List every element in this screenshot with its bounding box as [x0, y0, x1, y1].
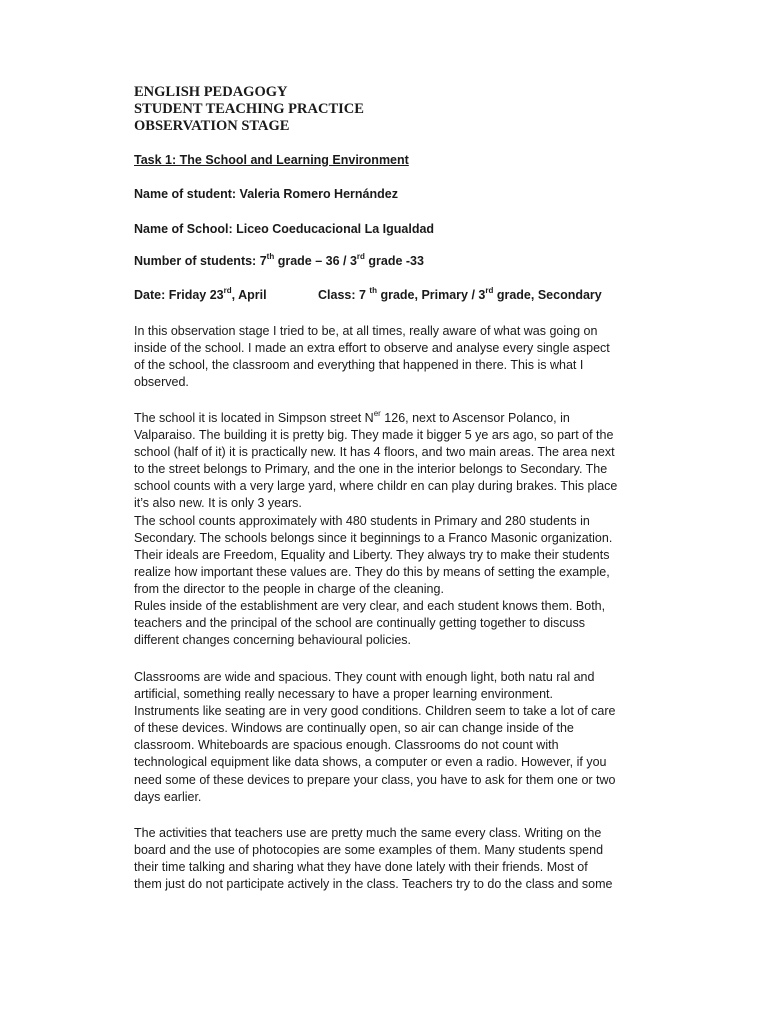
- address-prefix: The school it is located in Simpson street N: [134, 411, 374, 425]
- class-mid: grade, Primary / 3: [376, 288, 486, 302]
- class-suffix: grade, Secondary: [493, 288, 602, 302]
- paragraph-line: In this observation stage I tried to be, at all times, really aware of what was going on: [134, 324, 598, 338]
- paragraph-line: technological equipment like data shows, a computer or even a radio. However, if you: [134, 755, 607, 770]
- paragraph-line: teachers and the principal of the school are continually getting together to discuss: [134, 616, 585, 631]
- paragraph-line: different changes concerning behavioural policies.: [134, 633, 412, 648]
- school-name: Name of School: Liceo Coeducacional La Igualdad: [134, 222, 435, 236]
- paragraph-line: to the street belongs to Primary, and the one in the interior belongs to Secondary. The: [134, 462, 608, 477]
- paragraph-line: from the director to the people in charge of the cleaning.: [134, 581, 444, 596]
- header-line-1: ENGLISH PEDAGOGY: [134, 84, 288, 100]
- class-field: [318, 288, 602, 302]
- paragraph-line: [134, 410, 634, 427]
- address-sup: er: [373, 409, 381, 418]
- paragraph-line: observed.: [134, 375, 189, 390]
- date-field: [134, 288, 267, 302]
- address-suffix: 126, next to Ascensor Polanco, in: [380, 411, 570, 425]
- paragraph-line: them just do not participate actively in the class. Teachers try to do the class and some: [134, 877, 613, 892]
- paragraph-line: The school counts approximately with 480 students in Primary and 280 students in: [134, 513, 590, 528]
- paragraph-line: school counts with a very large yard, where childr en can play during brakes. This place: [134, 479, 618, 494]
- paragraph-school: [134, 410, 634, 649]
- paragraph-line: artificial, something really necessary to have a proper learning environment.: [134, 687, 553, 702]
- paragraph-line: Valparaiso. The building it is pretty big. They made it bigger 5 ye ars ago, so part of the: [134, 428, 614, 443]
- student-name: Name of student: Valeria Romero Hernández: [134, 187, 398, 201]
- paragraph-line: Rules inside of the establishment are very clear, and each student knows them. Both,: [134, 599, 606, 614]
- document-header: [134, 84, 364, 135]
- date-suffix: , April: [231, 288, 267, 302]
- paragraph-line: Their ideals are Freedom, Equality and Liberty. They always try to make their students: [134, 547, 610, 562]
- paragraph-line: Secondary. The schools belongs since it beginnings to a Franco Masonic organization.: [134, 530, 613, 545]
- paragraph-line: Instruments like seating are in very good conditions. Children seem to take a lot of care: [134, 704, 616, 719]
- class-sup-1: th: [369, 286, 377, 295]
- paragraph-line: need some of these devices to prepare your class, you have to ask for them one or two: [134, 772, 616, 787]
- header-line-3: OBSERVATION STAGE: [134, 118, 290, 134]
- students-suffix: grade -33: [364, 254, 424, 268]
- students-sup-2: rd: [356, 252, 365, 261]
- paragraph-line: board and the use of photocopies are some examples of them. Many students spend: [134, 843, 604, 858]
- paragraph-line: it’s also new. It is only 3 years.: [134, 496, 302, 511]
- paragraph-line: their time talking and sharing what they have done lately with their friends. Most of: [134, 860, 588, 875]
- header-line-2: STUDENT TEACHING PRACTICE: [134, 101, 364, 117]
- date-sup: rd: [223, 286, 232, 295]
- paragraph-activities: [134, 825, 634, 893]
- paragraph-line: The activities that teachers use are pretty much the same every class. Writing on the: [134, 826, 602, 840]
- paragraph-line: school (half of it) it is practically new. It has 4 floors, and two main areas. The area next: [134, 445, 615, 460]
- paragraph-line: classroom. Whiteboards are spacious enough. Classrooms do not count with: [134, 738, 559, 753]
- number-of-students: [134, 254, 424, 268]
- date-prefix: Date: Friday 23: [134, 288, 224, 302]
- paragraph-line: inside of the school. I made an extra effort to observe and analyse every single aspect: [134, 341, 610, 356]
- paragraph-classrooms: [134, 669, 634, 806]
- paragraph-intro: [134, 323, 634, 391]
- paragraph-line: of these devices. Windows are continually open, so air can change inside of the: [134, 721, 574, 736]
- paragraph-line: days earlier.: [134, 789, 202, 804]
- students-prefix: Number of students: 7: [134, 254, 267, 268]
- class-prefix: Class: 7: [318, 288, 370, 302]
- students-sup-1: th: [266, 252, 275, 261]
- students-mid: grade – 36 / 3: [274, 254, 357, 268]
- class-sup-2: rd: [485, 286, 494, 295]
- paragraph-line: realize how important these values are. They do this by means of setting the example,: [134, 564, 610, 579]
- paragraph-line: of the school, the classroom and everything that happened in there. This is what I: [134, 358, 584, 373]
- date-class-row: [134, 288, 654, 302]
- paragraph-line: Classrooms are wide and spacious. They count with enough light, both natu ral and: [134, 670, 595, 684]
- task-title: Task 1: The School and Learning Environment: [134, 153, 409, 167]
